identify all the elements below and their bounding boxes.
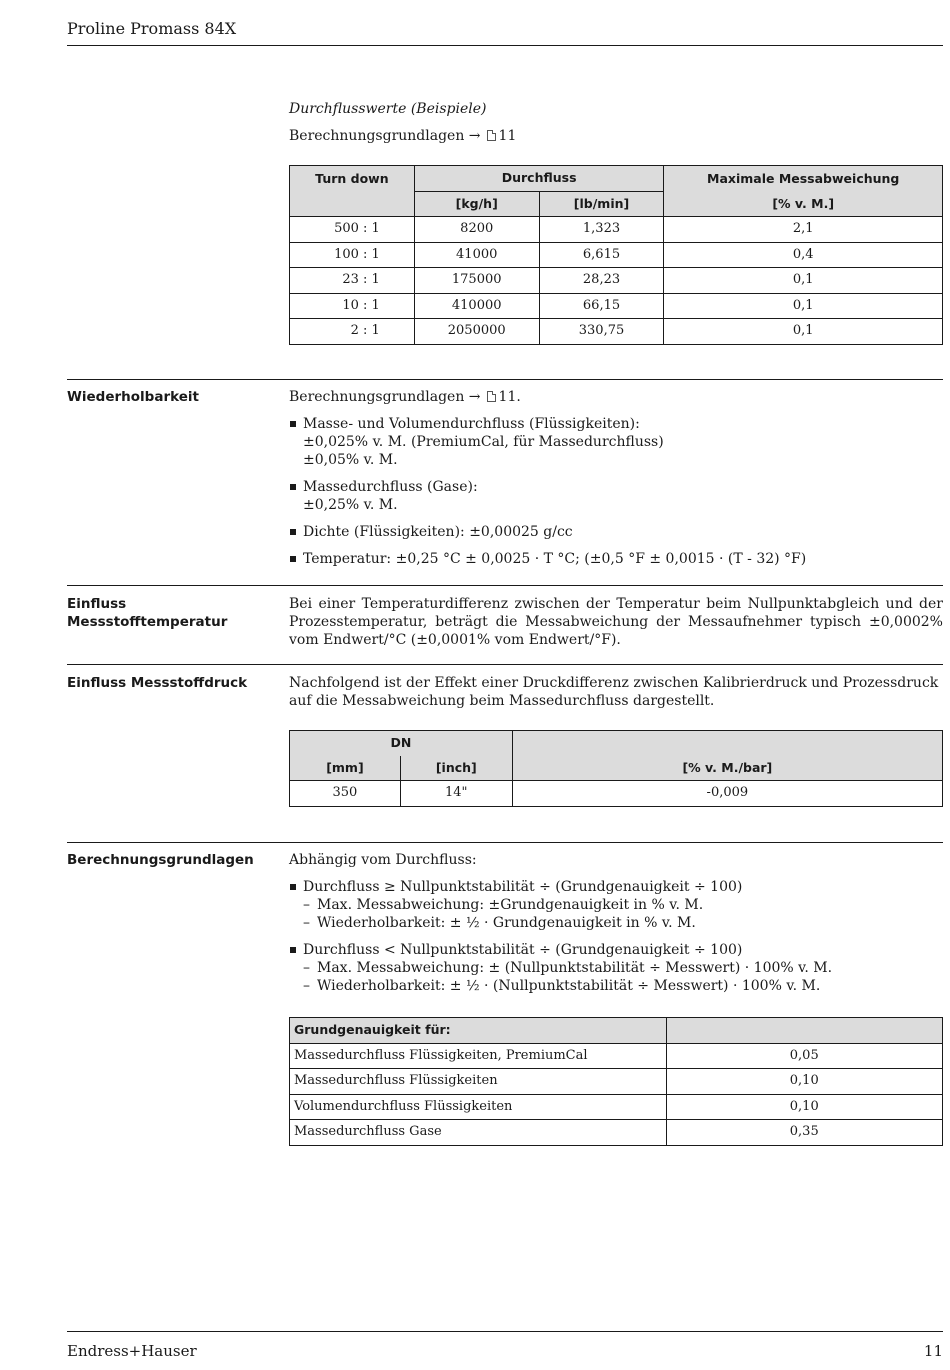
temperatur-text: Bei einer Temperaturdifferenz zwischen der Temperatur beim Nullpunktabgleich und der Prozesstemperatur, beträgt die Messabweichung der Messaufnehmer typisch ±0,0002% vom Endwert/°C (±0,0001% vom Endwert/°F). xyxy=(289,596,943,648)
deviation-cell: 0,4 xyxy=(664,242,943,268)
flow-reference xyxy=(289,127,943,145)
dn-mm-cell: 350 xyxy=(290,781,401,807)
list-item xyxy=(289,878,943,932)
sub-list-item: – Wiederholbarkeit: ± ½ · Grundgenauigkeit in % v. M. xyxy=(303,914,943,932)
kg-h-cell: 410000 xyxy=(414,293,539,319)
section-rule xyxy=(67,664,943,665)
turn-down-cell: 10 : 1 xyxy=(290,293,415,319)
section-label-wiederholbarkeit: Wiederholbarkeit xyxy=(67,389,199,405)
table-row xyxy=(290,217,943,243)
header-percent: [% v. M.] xyxy=(664,191,943,217)
accuracy-label-cell: Massedurchfluss Gase xyxy=(290,1120,667,1146)
section-rule xyxy=(67,585,943,586)
list-item-line: ±0,05% v. M. xyxy=(303,452,398,468)
turn-down-cell: 2 : 1 xyxy=(290,319,415,345)
table-row xyxy=(290,268,943,294)
section-rule xyxy=(67,379,943,380)
list-item xyxy=(289,415,943,469)
flow-examples-heading: Durchflusswerte (Beispiele) xyxy=(289,101,487,117)
berechnung-list xyxy=(289,878,943,1004)
accuracy-label-cell: Massedurchfluss Flüssigkeiten, PremiumCal xyxy=(290,1043,667,1069)
list-item xyxy=(289,941,943,995)
sub-list-item: – Max. Messabweichung: ±Grundgenauigkeit in % v. M. xyxy=(303,896,943,914)
section-label-berechnung: Berechnungsgrundlagen xyxy=(67,852,254,868)
header-durchfluss: Durchfluss xyxy=(414,166,664,192)
lb-min-cell: 66,15 xyxy=(539,293,664,319)
header-lb-min: [lb/min] xyxy=(539,191,664,217)
berechnung-intro: Abhängig vom Durchfluss: xyxy=(289,852,477,868)
table-row xyxy=(290,1069,943,1095)
table-row xyxy=(290,781,943,807)
kg-h-cell: 8200 xyxy=(414,217,539,243)
wiederholbarkeit-reference-text: Berechnungsgrundlagen → xyxy=(289,389,481,405)
header-inch: [inch] xyxy=(400,756,512,781)
header-turn-down-blank xyxy=(290,191,415,217)
footer-company: Endress+Hauser xyxy=(67,1342,197,1360)
flow-reference-page: 11 xyxy=(498,128,517,144)
table-row xyxy=(290,319,943,345)
lb-min-cell: 6,615 xyxy=(539,242,664,268)
list-item xyxy=(289,523,943,541)
header-mm: [mm] xyxy=(290,756,401,781)
section-rule xyxy=(67,842,943,843)
lb-min-cell: 330,75 xyxy=(539,319,664,345)
accuracy-label-cell: Massedurchfluss Flüssigkeiten xyxy=(290,1069,667,1095)
turn-down-cell: 23 : 1 xyxy=(290,268,415,294)
accuracy-label-cell: Volumendurchfluss Flüssigkeiten xyxy=(290,1094,667,1120)
dn-inch-cell: 14" xyxy=(400,781,512,807)
pressure-effect-cell: -0,009 xyxy=(512,781,942,807)
list-item-line: Dichte (Flüssigkeiten): ±0,00025 g/cc xyxy=(303,524,573,540)
list-item-line: ±0,025% v. M. (PremiumCal, für Massedurchfluss) xyxy=(303,434,664,450)
header-turn-down: Turn down xyxy=(290,166,415,192)
turn-down-cell: 500 : 1 xyxy=(290,217,415,243)
section-label-druck: Einfluss Messstoffdruck xyxy=(67,675,248,691)
header-percent-bar: [% v. M./bar] xyxy=(512,756,942,781)
sub-list-item: – Wiederholbarkeit: ± ½ · (Nullpunktstabilität ÷ Messwert) · 100% v. M. xyxy=(303,977,943,995)
druck-text: Nachfolgend ist der Effekt einer Druckdifferenz zwischen Kalibrierdruck und Prozessdruck auf die Messabweichung beim Massedurchfluss dargestellt. xyxy=(289,675,939,709)
page-header-title: Proline Promass 84X xyxy=(67,19,237,38)
section-label-temperatur: Einfluss Messstofftemperatur xyxy=(67,596,228,630)
page-reference-icon xyxy=(487,391,496,402)
accuracy-value-cell: 0,10 xyxy=(666,1094,943,1120)
table-row xyxy=(290,1043,943,1069)
list-item xyxy=(289,478,943,514)
footer-rule xyxy=(67,1331,943,1332)
header-max-deviation: Maximale Messabweichung xyxy=(664,166,943,192)
deviation-cell: 2,1 xyxy=(664,217,943,243)
kg-h-cell: 175000 xyxy=(414,268,539,294)
pressure-effect-table xyxy=(289,730,943,807)
header-rule xyxy=(67,45,943,46)
lb-min-cell: 28,23 xyxy=(539,268,664,294)
wiederholbarkeit-reference-page: 11. xyxy=(498,389,521,405)
wiederholbarkeit-list xyxy=(289,415,943,577)
table-row xyxy=(290,242,943,268)
list-item-line: ±0,25% v. M. xyxy=(303,497,398,513)
list-item xyxy=(289,550,943,568)
header-base-accuracy: Grundgenauigkeit für: xyxy=(290,1018,667,1044)
lb-min-cell: 1,323 xyxy=(539,217,664,243)
base-accuracy-table xyxy=(289,1017,943,1146)
turn-down-cell: 100 : 1 xyxy=(290,242,415,268)
list-item-line: Durchfluss ≥ Nullpunktstabilität ÷ (Grundgenauigkeit ÷ 100) xyxy=(303,879,743,895)
list-item-line: Masse- und Volumendurchfluss (Flüssigkeiten): xyxy=(303,416,640,432)
accuracy-value-cell: 0,10 xyxy=(666,1069,943,1095)
list-item-line: Temperatur: ±0,25 °C ± 0,0025 · T °C; (±0,5 °F ± 0,0015 · (T - 32) °F) xyxy=(303,551,807,567)
header-kg-h: [kg/h] xyxy=(414,191,539,217)
flow-examples-table xyxy=(289,165,943,345)
table-row xyxy=(290,1094,943,1120)
list-item-line: Massedurchfluss (Gase): xyxy=(303,479,478,495)
wiederholbarkeit-reference xyxy=(289,388,943,406)
accuracy-value-cell: 0,05 xyxy=(666,1043,943,1069)
deviation-cell: 0,1 xyxy=(664,293,943,319)
deviation-cell: 0,1 xyxy=(664,319,943,345)
sub-list-item: – Max. Messabweichung: ± (Nullpunktstabilität ÷ Messwert) · 100% v. M. xyxy=(303,959,943,977)
kg-h-cell: 41000 xyxy=(414,242,539,268)
header-percent-bar-blank xyxy=(512,731,942,756)
header-dn: DN xyxy=(290,731,513,756)
deviation-cell: 0,1 xyxy=(664,268,943,294)
accuracy-value-cell: 0,35 xyxy=(666,1120,943,1146)
footer-page-number: 11 xyxy=(923,1342,943,1360)
table-row xyxy=(290,1120,943,1146)
kg-h-cell: 2050000 xyxy=(414,319,539,345)
header-base-accuracy-value-blank xyxy=(666,1018,943,1044)
list-item-line: Durchfluss < Nullpunktstabilität ÷ (Grundgenauigkeit ÷ 100) xyxy=(303,942,743,958)
flow-reference-text: Berechnungsgrundlagen → xyxy=(289,128,481,144)
table-row xyxy=(290,293,943,319)
page-reference-icon xyxy=(487,130,496,141)
